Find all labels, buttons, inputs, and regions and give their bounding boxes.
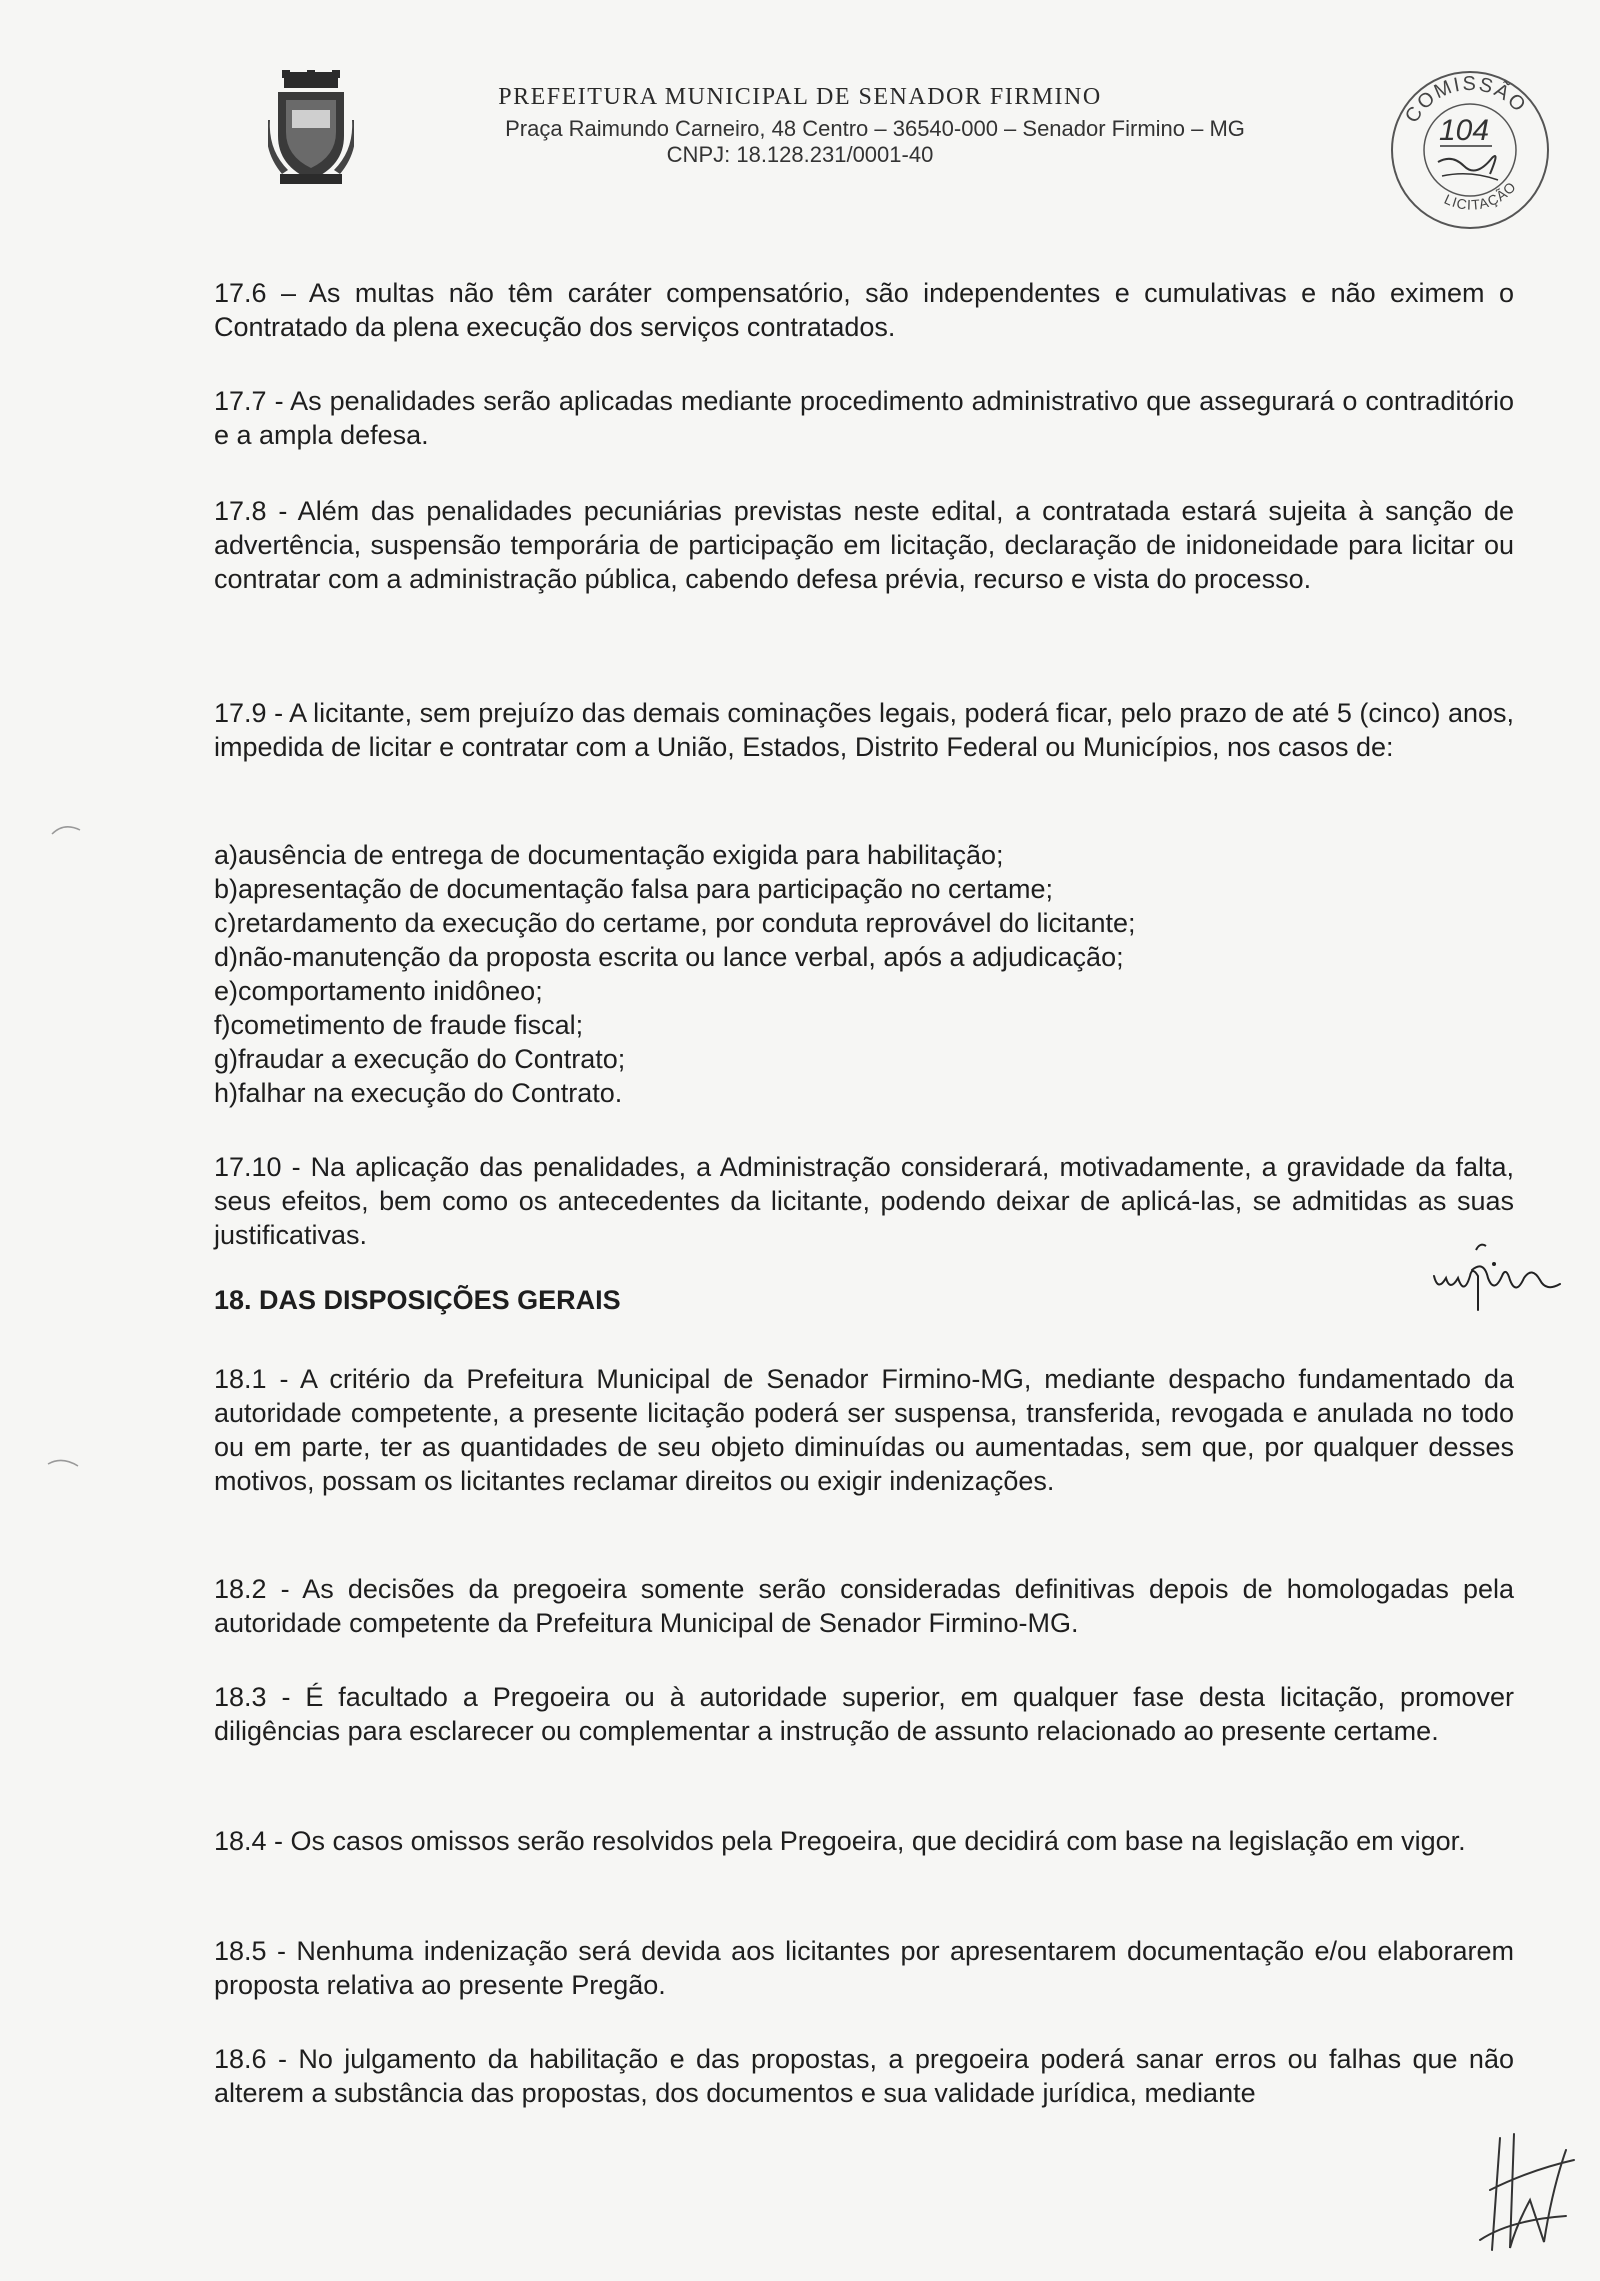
margin-mark <box>50 820 86 840</box>
paragraph-18-6: 18.6 - No julgamento da habilitação e das propostas, a pregoeira poderá sanar erros ou falhas que não alterem a substância das propostas, dos documentos e sua validade jurídica, mediante <box>214 2044 1514 2108</box>
paragraph-17-6: 17.6 – As multas não têm caráter compensatório, são independentes e cumulativas e não eximem o Contratado da plena execução dos serviços contratados. <box>214 278 1514 342</box>
paragraph-18-3: 18.3 - É facultado a Pregoeira ou à autoridade superior, em qualquer fase desta licitação, promover diligências para esclarecer ou complementar a instrução de assunto relacionado ao presente certame. <box>214 1682 1514 1746</box>
seal-bottom-text: LICITAÇÃO <box>1441 178 1520 213</box>
paragraph-17-8: 17.8 - Além das penalidades pecuniárias previstas neste edital, a contratada estará sujeita à sanção de advertência, suspensão temporária de participação em licitação, declaração de inidoneidade para licitar ou contratar com a administração pública, cabendo defesa prévia, recurso e vista do processo. <box>214 496 1514 594</box>
paragraph-17-9: 17.9 - A licitante, sem prejuízo das demais cominações legais, poderá ficar, pelo prazo de até 5 (cinco) anos, impedida de licitar e contratar com a União, Estados, Distrito Federal ou Municípios, nos casos de: <box>214 698 1514 762</box>
seal-top-text: COMISSÃO <box>1400 72 1531 127</box>
paragraph-17-10: 17.10 - Na aplicação das penalidades, a Administração considerará, motivadamente, a gravidade da falta, seus efeitos, bem como os antecedentes da licitante, podendo deixar de aplicá-las, se admitidas as suas justificativas. <box>214 1152 1514 1250</box>
list-item: c)retardamento da execução do certame, por conduta reprovável do licitante; <box>214 908 1136 938</box>
list-item: h)falhar na execução do Contrato. <box>214 1078 623 1108</box>
margin-mark <box>46 1452 82 1472</box>
list-item: d)não-manutenção da proposta escrita ou lance verbal, após a adjudicação; <box>214 942 1124 972</box>
list-17-9-cases <box>214 838 1514 1110</box>
header-address: Praça Raimundo Carneiro, 48 Centro – 36540-000 – Senador Firmino – MG <box>505 116 1245 141</box>
handwritten-rubric <box>1428 1236 1568 1316</box>
signature-mark <box>1470 2130 1580 2260</box>
paragraph-18-2: 18.2 - As decisões da pregoeira somente serão consideradas definitivas depois de homologadas pela autoridade competente da Prefeitura Municipal de Senador Firmino-MG. <box>214 1574 1514 1638</box>
list-item: f)cometimento de fraude fiscal; <box>214 1010 584 1040</box>
paragraph-17-7: 17.7 - As penalidades serão aplicadas mediante procedimento administrativo que assegurará o contraditório e a ampla defesa. <box>214 386 1514 450</box>
list-item: g)fraudar a execução do Contrato; <box>214 1044 626 1074</box>
paragraph-18-1: 18.1 - A critério da Prefeitura Municipal de Senador Firmino-MG, mediante despacho fundamentado da autoridade competente, a presente licitação poderá ser suspensa, transferida, revogada e anulada no todo ou em parte, ter as quantidades de seu objeto diminuídas ou aumentadas, sem que, por qualquer desses motivos, possam os licitantes reclamar direitos ou exigir indenizações. <box>214 1364 1514 1496</box>
header-title: PREFEITURA MUNICIPAL DE SENADOR FIRMINO <box>498 84 1102 110</box>
commission-seal-stamp <box>1380 58 1560 238</box>
seal-page-number: 104 <box>1438 114 1490 147</box>
paragraph-18-5: 18.5 - Nenhuma indenização será devida aos licitantes por apresentarem documentação e/ou elaborarem proposta relativa ao presente Pregão. <box>214 1936 1514 2000</box>
paragraph-18-4: 18.4 - Os casos omissos serão resolvidos pela Pregoeira, que decidirá com base na legislação em vigor. <box>214 1826 1466 1856</box>
section-18-heading: 18. DAS DISPOSIÇÕES GERAIS <box>214 1285 621 1315</box>
list-item: e)comportamento inidôneo; <box>214 976 543 1006</box>
header-cnpj: CNPJ: 18.128.231/0001-40 <box>666 142 934 167</box>
list-item: b)apresentação de documentação falsa para participação no certame; <box>214 874 1054 904</box>
list-item: a)ausência de entrega de documentação exigida para habilitação; <box>214 840 1004 870</box>
